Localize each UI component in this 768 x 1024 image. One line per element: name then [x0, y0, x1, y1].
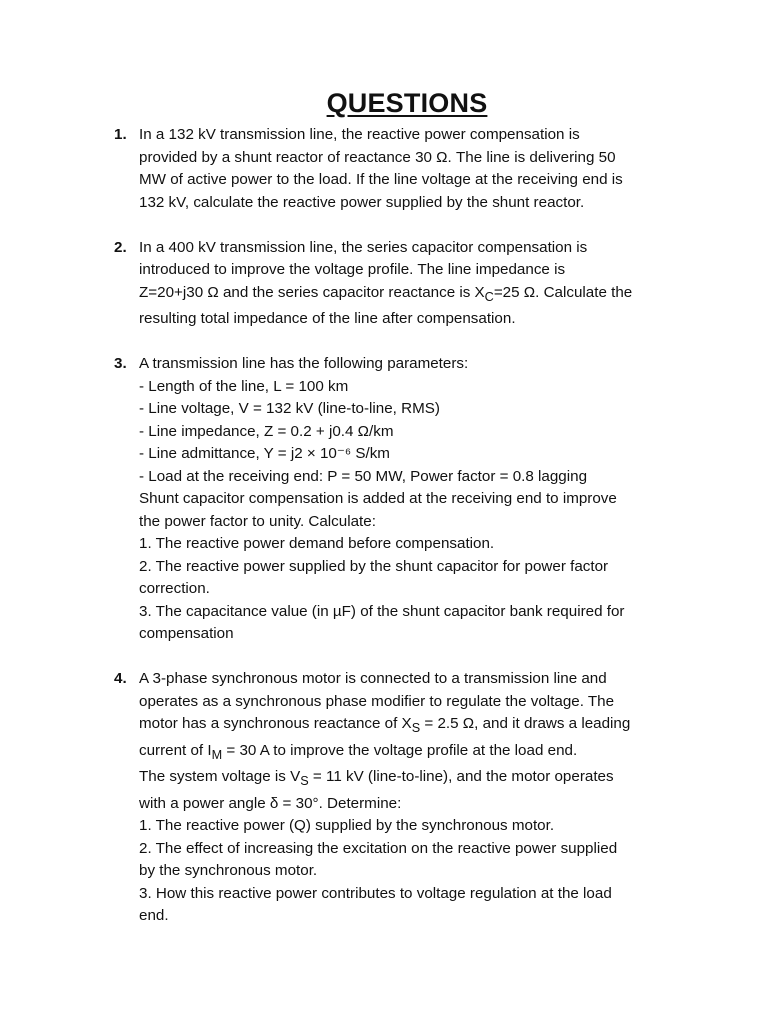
question-2	[114, 237, 684, 331]
sub-question-line: 1. The reactive power demand before compensation.	[139, 535, 495, 553]
parameter-line: - Line admittance, Y = j2 × 10⁻⁶ S/km	[139, 445, 390, 463]
question-text-line: with a power angle δ = 30°. Determine:	[139, 794, 402, 812]
question-text-line: MW of active power to the load. If the line voltage at the receiving end is	[139, 171, 623, 188]
parameter-line: - Line impedance, Z = 0.2 + j0.4 Ω/km	[139, 422, 394, 440]
question-text-line: provided by a shunt reactor of reactance 30 Ω. The line is delivering 50	[139, 148, 616, 166]
question-text-line: resulting total impedance of the line after compensation.	[139, 310, 516, 328]
question-text-line	[139, 766, 684, 793]
question-text: = 11 kV (line-to-line), and the motor operates	[308, 768, 614, 786]
subscript: S	[300, 774, 309, 789]
question-number: 4.	[114, 670, 127, 688]
question-number: 2.	[114, 238, 127, 256]
question-text: =25 Ω. Calculate the	[493, 283, 633, 301]
question-text-line: operates as a synchronous phase modifier to regulate the voltage. The	[139, 692, 615, 710]
subscript: C	[484, 289, 494, 304]
question-text: = 30 A to improve the voltage profile at the load end.	[222, 741, 578, 759]
question-text-line: In a 400 kV transmission line, the series capacitor compensation is	[139, 238, 588, 256]
sub-question-line: 3. How this reactive power contributes to voltage regulation at the load	[139, 884, 612, 902]
sub-question-line: 1. The reactive power (Q) supplied by the synchronous motor.	[139, 817, 555, 835]
sub-question-line: end.	[139, 907, 169, 925]
parameter-line: - Line voltage, V = 132 kV (line-to-line, RMS)	[139, 400, 440, 418]
sub-question-line: correction.	[139, 580, 210, 598]
question-text-line: A 3-phase synchronous motor is connected to a transmission line and	[139, 670, 607, 688]
question-text: The system voltage is V	[139, 768, 301, 786]
question-text-line: the power factor to unity. Calculate:	[139, 512, 376, 530]
question-number: 3.	[114, 355, 127, 373]
question-4	[114, 668, 684, 928]
question-text-line: 132 kV, calculate the reactive power supplied by the shunt reactor.	[139, 193, 585, 211]
question-text-line	[139, 740, 684, 767]
sub-question-line: 3. The capacitance value (in µF) of the shunt capacitor bank required for	[139, 602, 625, 620]
sub-question-line: by the synchronous motor.	[139, 862, 318, 880]
parameter-line: - Length of the line, L = 100 km	[139, 377, 349, 395]
subscript: S	[411, 721, 421, 736]
question-text: current of I	[139, 741, 212, 759]
question-number: 1.	[114, 126, 127, 143]
question-text-line: Shunt capacitor compensation is added at the receiving end to improve	[139, 490, 617, 508]
sub-question-line: 2. The effect of increasing the excitation on the reactive power supplied	[139, 839, 618, 857]
question-text: = 2.5 Ω, and it draws a leading	[420, 715, 631, 733]
page-title: QUESTIONS	[326, 88, 488, 118]
question-text-line	[139, 713, 684, 740]
question-text-line	[139, 282, 684, 309]
question-text: Z=20+j30 Ω and the series capacitor reactance is X	[139, 283, 485, 301]
question-text-line: A transmission line has the following parameters:	[139, 355, 469, 373]
question-3	[114, 353, 684, 646]
subscript: M	[211, 747, 223, 762]
question-text: motor has a synchronous reactance of X	[139, 715, 412, 733]
question-text-line: introduced to improve the voltage profile. The line impedance is	[139, 261, 566, 278]
sub-question-line: compensation	[139, 625, 234, 643]
sub-question-line: 2. The reactive power supplied by the shunt capacitor for power factor	[139, 557, 609, 575]
question-1	[114, 124, 684, 214]
question-text-line: In a 132 kV transmission line, the reactive power compensation is	[139, 126, 580, 143]
parameter-line: - Load at the receiving end: P = 50 MW, Power factor = 0.8 lagging	[139, 467, 588, 485]
question-list	[114, 124, 684, 950]
